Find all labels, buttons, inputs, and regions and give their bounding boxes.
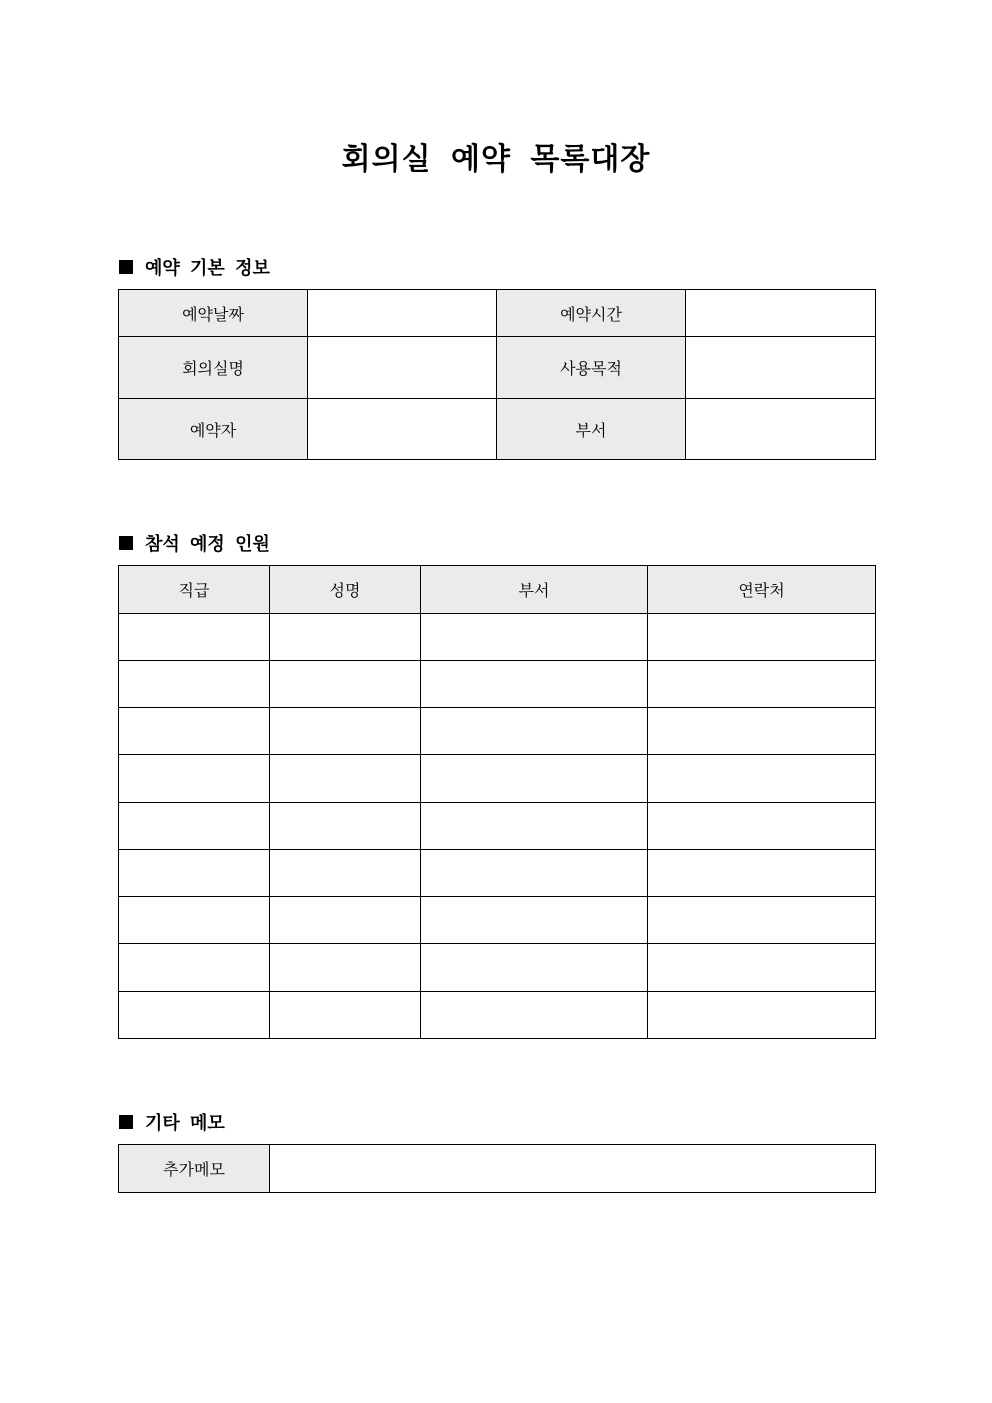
table-row [119,661,876,708]
table-cell[interactable] [648,755,876,803]
square-bullet-icon [119,1115,133,1129]
reservation-time-field[interactable] [686,290,876,337]
label-cell: 부서 [497,399,686,460]
section-heading-attendees [119,530,270,556]
attendees-table [118,565,876,1039]
table-cell[interactable] [648,803,876,850]
table-row [119,1145,876,1193]
label-cell: 예약자 [119,399,308,460]
section-heading-basic [119,254,270,280]
table-cell[interactable] [270,992,421,1039]
room-name-field[interactable] [308,337,497,399]
label-cell: 예약날짜 [119,290,308,337]
table-cell[interactable] [270,614,421,661]
table-row [119,897,876,944]
table-cell[interactable] [648,661,876,708]
table-row [119,755,876,803]
basic-info-table [118,289,876,460]
square-bullet-icon [119,536,133,550]
table-cell[interactable] [421,661,648,708]
memo-field[interactable] [270,1145,876,1193]
reservation-date-field[interactable] [308,290,497,337]
column-header: 연락처 [648,566,876,614]
purpose-field[interactable] [686,337,876,399]
table-cell[interactable] [270,708,421,755]
table-cell[interactable] [648,944,876,992]
table-cell[interactable] [421,755,648,803]
table-row [119,290,876,337]
table-cell[interactable] [119,708,270,755]
table-cell[interactable] [119,992,270,1039]
section-heading-label: 예약 기본 정보 [145,258,270,279]
table-cell[interactable] [270,803,421,850]
table-cell[interactable] [270,944,421,992]
section-heading-memo [119,1109,225,1135]
table-cell[interactable] [119,755,270,803]
table-cell[interactable] [421,992,648,1039]
table-cell[interactable] [270,897,421,944]
table-cell[interactable] [119,803,270,850]
table-cell[interactable] [119,944,270,992]
table-row [119,992,876,1039]
table-row [119,614,876,661]
section-heading-label: 기타 메모 [145,1113,225,1134]
table-cell[interactable] [119,850,270,897]
section-heading-label: 참석 예정 인원 [145,534,270,555]
table-cell[interactable] [648,708,876,755]
table-cell[interactable] [421,944,648,992]
page-title: 회의실 예약 목록대장 [341,142,651,177]
table-row [119,708,876,755]
table-header-row [119,566,876,614]
table-cell[interactable] [421,850,648,897]
table-cell[interactable] [421,897,648,944]
label-cell: 사용목적 [497,337,686,399]
table-cell[interactable] [648,992,876,1039]
table-cell[interactable] [119,661,270,708]
label-cell: 추가메모 [119,1145,270,1193]
table-cell[interactable] [119,897,270,944]
table-cell[interactable] [421,803,648,850]
label-cell: 회의실명 [119,337,308,399]
table-row [119,399,876,460]
table-cell[interactable] [648,897,876,944]
column-header: 직급 [119,566,270,614]
reserver-field[interactable] [308,399,497,460]
table-row [119,944,876,992]
table-row [119,850,876,897]
table-cell[interactable] [421,614,648,661]
department-field[interactable] [686,399,876,460]
table-cell[interactable] [119,614,270,661]
label-cell: 예약시간 [497,290,686,337]
table-row [119,803,876,850]
table-row [119,337,876,399]
column-header: 부서 [421,566,648,614]
square-bullet-icon [119,260,133,274]
table-cell[interactable] [648,614,876,661]
table-cell[interactable] [421,708,648,755]
table-cell[interactable] [648,850,876,897]
table-cell[interactable] [270,661,421,708]
memo-table [118,1144,876,1193]
table-cell[interactable] [270,755,421,803]
table-cell[interactable] [270,850,421,897]
column-header: 성명 [270,566,421,614]
